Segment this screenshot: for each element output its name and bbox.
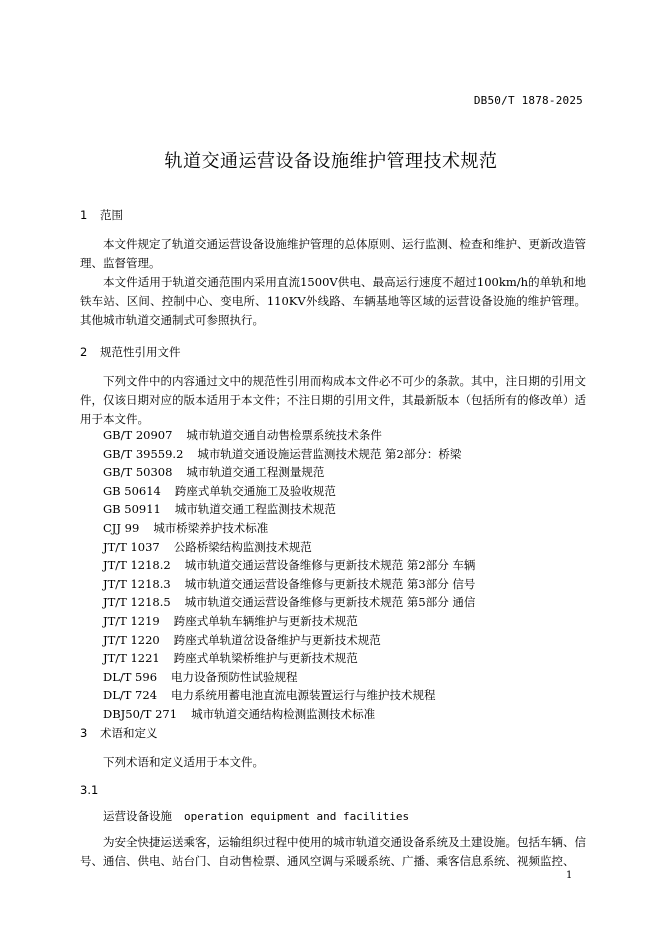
reference-title: 城市桥梁养护技术标准: [153, 520, 269, 535]
reference-item: [103, 482, 475, 501]
reference-title: 城市轨道交通运营设备维修与更新技术规范 第5部分 通信: [184, 595, 476, 610]
reference-item: [103, 593, 475, 612]
page-number: 1: [566, 870, 573, 881]
reference-list: [103, 426, 475, 724]
reference-item: [103, 705, 475, 724]
reference-code: JT/T 1220: [103, 632, 160, 647]
reference-code: CJJ 99: [103, 520, 140, 535]
reference-code: JT/T 1221: [103, 651, 160, 666]
reference-code: GB/T 39559.2: [103, 446, 184, 461]
reference-code: GB/T 50308: [103, 465, 173, 480]
scope-paragraph: 本文件规定了轨道交通运营设备设施维护管理的总体原则、运行监测、检查和维护、更新改造管理、监督管理。: [80, 237, 586, 270]
reference-item: [103, 649, 475, 668]
term-entry: [103, 808, 409, 824]
document-title: 轨道交通运营设备设施维护管理技术规范: [164, 151, 498, 172]
reference-item: [103, 445, 475, 464]
reference-title: 城市轨道交通运营设备维修与更新技术规范 第2部分 车辆: [184, 558, 476, 573]
reference-code: DBJ50/T 271: [103, 706, 178, 721]
reference-title: 跨座式单轨交通施工及验收规范: [174, 483, 336, 498]
reference-title: 跨座式单轨梁桥维护与更新技术规范: [173, 651, 358, 666]
reference-title: 公路桥梁结构监测技术规范: [173, 539, 312, 554]
section-number: 3: [80, 726, 88, 740]
section-number: 1: [80, 208, 88, 222]
reference-title: 跨座式单轨车辆维护与更新技术规范: [173, 613, 358, 628]
reference-code: JT/T 1037: [103, 539, 160, 554]
reference-item: [103, 500, 475, 519]
reference-code: GB/T 20907: [103, 428, 173, 442]
reference-item: [103, 556, 475, 575]
reference-title: 城市轨道交通运营设备维修与更新技术规范 第3部分 信号: [184, 576, 476, 591]
reference-code: DL/T 724: [103, 688, 158, 703]
reference-code: GB 50614: [103, 483, 161, 498]
section-title: 规范性引用文件: [100, 345, 181, 359]
references-intro: 下列文件中的内容通过文中的规范性引用而构成本文件必不可少的条款。其中，注日期的引用文件，仅该日期对应的版本适用于本文件；不注日期的引用文件，其最新版本（包括所有的修改单）适用于本文件。: [80, 374, 586, 426]
reference-item: [103, 538, 475, 557]
term-english: operation equipment and facilities: [184, 810, 410, 823]
term-definition: 为安全快捷运送乘客，运输组织过程中使用的城市轨道交通设备系统及土建设施。包括车辆、信号、通信、供电、站台门、自动售检票、通风空调与采暖系统、广播、乘客信息系统、视频监控、: [80, 835, 586, 868]
reference-item: [103, 575, 475, 594]
reference-title: 跨座式单轨道岔设备维护与更新技术规范: [173, 632, 381, 647]
reference-title: 城市轨道交通结构检测监测技术标准: [191, 706, 376, 721]
section-title: 范围: [100, 208, 123, 222]
reference-code: GB 50911: [103, 502, 161, 517]
reference-title: 电力系统用蓄电池直流电源装置运行与维护技术规程: [171, 688, 436, 703]
reference-item: [103, 519, 475, 538]
reference-title: 城市轨道交通工程测量规范: [186, 465, 325, 480]
reference-code: JT/T 1218.5: [103, 595, 171, 610]
section-2-heading: [80, 344, 181, 360]
scope-paragraph: 本文件适用于轨道交通范围内采用直流1500V供电、最高运行速度不超过100km/h的单轨和地铁车站、区间、控制中心、变电所、110KV外线路、车辆基地等区域的运营设备设施的维护管理。其他城市轨道交通制式可参照执行。: [80, 275, 586, 327]
reference-code: JT/T 1218.2: [103, 558, 171, 573]
reference-code: JT/T 1219: [103, 613, 160, 628]
reference-item: [103, 668, 475, 687]
section-number: 2: [80, 345, 88, 359]
reference-title: 城市轨道交通工程监测技术规范: [174, 502, 336, 517]
reference-title: 电力设备预防性试验规程: [171, 669, 298, 684]
reference-code: JT/T 1218.3: [103, 576, 171, 591]
document-code: DB50/T 1878-2025: [473, 94, 583, 107]
terms-intro: 下列术语和定义适用于本文件。: [103, 755, 264, 769]
term-number: 3.1: [80, 783, 99, 797]
section-title: 术语和定义: [100, 726, 158, 740]
section-1-heading: [80, 207, 123, 223]
section-3-heading: [80, 725, 158, 741]
reference-item: [103, 612, 475, 631]
reference-title: 城市轨道交通设施运营监测技术规范 第2部分：桥梁: [197, 446, 462, 461]
reference-item: [103, 631, 475, 650]
reference-title: 城市轨道交通自动售检票系统技术条件: [186, 428, 382, 442]
reference-item: [103, 426, 475, 445]
reference-item: [103, 686, 475, 705]
reference-item: [103, 463, 475, 482]
term-chinese: 运营设备设施: [103, 809, 172, 823]
reference-code: DL/T 596: [103, 669, 158, 684]
